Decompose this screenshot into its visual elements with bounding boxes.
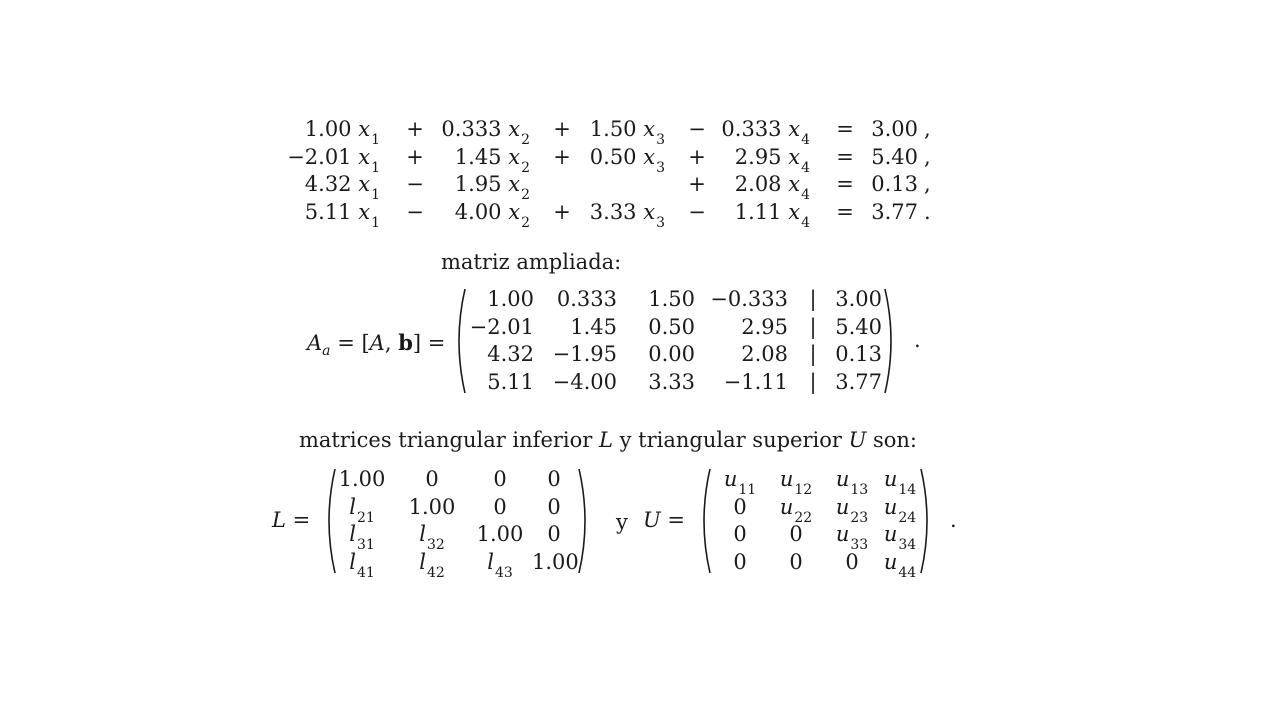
entry-letter: l [349, 495, 356, 519]
variable-letter: x [358, 117, 371, 141]
entry-subscript: 12 [794, 482, 813, 499]
variable-subscript: 3 [656, 132, 665, 149]
variable-subscript: 4 [801, 160, 810, 177]
operator: + [406, 145, 424, 169]
variable-letter: x [643, 145, 656, 169]
operator: + [553, 145, 571, 169]
entry-variable [883, 522, 917, 554]
variable-subscript: 1 [371, 132, 380, 149]
sentence-U: U [848, 428, 867, 452]
term-x4 [700, 200, 810, 232]
operator: − [406, 172, 424, 196]
entry-letter: u [883, 467, 898, 491]
entry-variable [487, 550, 513, 582]
U-entry [872, 550, 928, 582]
entry-subscript: 14 [898, 482, 917, 499]
augmented-lhs [307, 332, 445, 358]
term-x2 [420, 117, 530, 149]
variable-subscript: 1 [371, 215, 380, 232]
entry-subscript: 13 [850, 482, 869, 499]
coefficient: 1.00 [304, 117, 352, 141]
augment-separator: | [809, 315, 817, 339]
entry-letter: l [487, 550, 494, 574]
augmented-cell: 1.45 [570, 315, 617, 339]
coefficient: 2.08 [734, 172, 782, 196]
variable [643, 200, 665, 232]
entry-subscript: 31 [356, 537, 375, 554]
term-x4 [700, 145, 810, 177]
augmented-cell: −2.01 [469, 315, 534, 339]
entry-letter: l [349, 522, 356, 546]
entry-letter: u [883, 495, 898, 519]
augmented-cell: 1.00 [487, 287, 534, 311]
term-x1 [260, 172, 380, 204]
L-entry [330, 550, 394, 582]
augmented-cell: −4.00 [552, 370, 617, 394]
variable-letter: x [643, 117, 656, 141]
L-entry [402, 522, 462, 554]
entry-subscript: 22 [794, 510, 813, 527]
coefficient: 0.333 [721, 117, 782, 141]
L-entry: 0 [547, 495, 561, 519]
operator: − [688, 200, 706, 224]
augmented-cell: 3.77 [835, 370, 882, 394]
entry-variable [723, 467, 757, 499]
augmented-heading: matriz ampliada: [441, 250, 622, 274]
term-x3 [560, 145, 665, 177]
U-entry [712, 467, 768, 499]
variable-letter: x [788, 117, 801, 141]
equals-sign: = [836, 200, 854, 224]
U-entry [768, 467, 824, 499]
entry-letter: l [419, 522, 426, 546]
entry-letter: u [723, 467, 738, 491]
entry-subscript: 21 [356, 510, 375, 527]
coefficient: 1.45 [454, 145, 502, 169]
sentence-part2: y triangular superior [612, 428, 849, 452]
variable [358, 117, 380, 149]
variable [358, 200, 380, 232]
line-end-punct: . [924, 200, 931, 224]
entry-subscript: 11 [738, 482, 757, 499]
entry-variable [349, 495, 375, 527]
augmented-cell: 1.50 [648, 287, 695, 311]
operator: − [688, 117, 706, 141]
L-entry: 0 [493, 467, 507, 491]
entry-variable [779, 495, 813, 527]
L-entry: 0 [547, 522, 561, 546]
entry-letter: u [835, 467, 850, 491]
variable-subscript: 4 [801, 187, 810, 204]
entry-variable [883, 495, 917, 527]
entry-letter: u [779, 495, 794, 519]
variable [508, 145, 530, 177]
b-vector: b [398, 330, 413, 355]
variable-letter: x [358, 200, 371, 224]
sentence-part3: son: [866, 428, 917, 452]
augmented-cell: −0.333 [710, 287, 788, 311]
equals-sign: = [836, 117, 854, 141]
term-x4 [700, 172, 810, 204]
rhs-value: 5.40 [871, 145, 918, 169]
U-left-paren [697, 468, 711, 574]
augmented-right-paren [884, 288, 898, 394]
conjunction-y: y [616, 510, 628, 534]
coefficient: 0.333 [441, 117, 502, 141]
augmented-cell: 0.00 [648, 342, 695, 366]
U-entry: 0 [789, 522, 803, 546]
coefficient: 4.32 [304, 172, 352, 196]
U-label: U [643, 508, 661, 532]
entry-variable [835, 522, 869, 554]
U-entry [872, 495, 928, 527]
coefficient: 4.00 [454, 200, 502, 224]
variable-letter: x [788, 172, 801, 196]
L-entry: 1.00 [532, 550, 579, 574]
U-entry: 0 [733, 495, 747, 519]
coefficient: 2.95 [734, 145, 782, 169]
entry-subscript: 34 [898, 537, 917, 554]
variable [358, 145, 380, 177]
L-right-paren [578, 468, 592, 574]
variable-subscript: 4 [801, 132, 810, 149]
coefficient: −2.01 [287, 145, 352, 169]
variable-subscript: 2 [521, 215, 530, 232]
L-entry: 1.00 [338, 467, 386, 491]
coefficient: 3.33 [589, 200, 637, 224]
L-entry [330, 522, 394, 554]
variable-subscript: 3 [656, 160, 665, 177]
augmented-cell: 0.13 [835, 342, 882, 366]
augmented-cell: 0.50 [648, 315, 695, 339]
term-x2 [420, 172, 530, 204]
entry-variable [349, 550, 375, 582]
sentence-L: L [598, 428, 613, 452]
operator: + [688, 145, 706, 169]
entry-letter: u [883, 522, 898, 546]
variable [643, 117, 665, 149]
term-x4 [700, 117, 810, 149]
augmented-cell: 5.40 [835, 315, 882, 339]
coefficient: 1.50 [589, 117, 637, 141]
A-subscript: a [322, 343, 331, 360]
U-entry: 0 [789, 550, 803, 574]
term-x2 [420, 145, 530, 177]
variable-letter: x [643, 200, 656, 224]
line-end-punct: , [924, 145, 931, 169]
line-end-punct: , [924, 117, 931, 141]
variable [788, 117, 810, 149]
rhs-value: 0.13 [871, 172, 918, 196]
U-entry: 0 [733, 522, 747, 546]
sentence-part1: matrices triangular inferior [299, 428, 599, 452]
variable-subscript: 2 [521, 160, 530, 177]
entry-subscript: 33 [850, 537, 869, 554]
augmented-cell: −1.11 [723, 370, 788, 394]
U-entry [872, 522, 928, 554]
augmented-cell: 2.08 [741, 342, 788, 366]
operator: + [553, 117, 571, 141]
lu-end-period: . [950, 508, 957, 532]
L-entry: 1.00 [476, 522, 524, 546]
variable-letter: x [788, 200, 801, 224]
L-entry: 0 [425, 467, 439, 491]
variable-letter: x [508, 200, 521, 224]
U-entry [768, 495, 824, 527]
variable [788, 145, 810, 177]
entry-letter: l [349, 550, 356, 574]
L-entry: 0 [493, 495, 507, 519]
L-entry: 0 [547, 467, 561, 491]
entry-letter: u [779, 467, 794, 491]
coefficient: 0.50 [589, 145, 637, 169]
augmented-cell: 4.32 [487, 342, 534, 366]
variable [358, 172, 380, 204]
variable-letter: x [508, 117, 521, 141]
augment-separator: | [809, 370, 817, 394]
variable-subscript: 3 [656, 215, 665, 232]
variable-letter: x [358, 145, 371, 169]
operator: + [688, 172, 706, 196]
operator: + [406, 117, 424, 141]
entry-subscript: 24 [898, 510, 917, 527]
coefficient: 1.95 [454, 172, 502, 196]
variable [508, 117, 530, 149]
U-entry: 0 [733, 550, 747, 574]
equals-sign: = [836, 172, 854, 196]
rhs-value: 3.00 [871, 117, 918, 141]
augmented-end-period: . [914, 328, 921, 352]
augmented-cell: 5.11 [487, 370, 534, 394]
U-entry [872, 467, 928, 499]
term-x1 [260, 200, 380, 232]
entry-variable [835, 495, 869, 527]
L-equals: = [292, 508, 311, 532]
entry-variable [779, 467, 813, 499]
entry-subscript: 41 [356, 565, 375, 582]
entry-variable [419, 550, 445, 582]
entry-letter: u [835, 522, 850, 546]
term-x3 [560, 200, 665, 232]
equals-sign: = [836, 145, 854, 169]
variable-letter: x [358, 172, 371, 196]
augment-separator: | [809, 342, 817, 366]
rhs-value: 3.77 [871, 200, 918, 224]
U-entry: 0 [845, 550, 859, 574]
entry-subscript: 44 [898, 565, 917, 582]
entry-variable [835, 467, 869, 499]
lhs-open: = [ [330, 331, 370, 355]
L-entry [402, 550, 462, 582]
entry-variable [883, 550, 917, 582]
entry-letter: u [883, 550, 898, 574]
entry-subscript: 32 [426, 537, 445, 554]
entry-subscript: 43 [494, 565, 513, 582]
variable-letter: x [788, 145, 801, 169]
lhs-close: ] = [412, 331, 446, 355]
A-symbol-2: A [369, 331, 385, 355]
line-end-punct: , [924, 172, 931, 196]
coefficient: 1.11 [734, 200, 782, 224]
variable [788, 200, 810, 232]
entry-subscript: 42 [426, 565, 445, 582]
L-entry: 1.00 [408, 495, 456, 519]
variable-letter: x [508, 172, 521, 196]
entry-letter: l [419, 550, 426, 574]
augmented-cell: 3.00 [835, 287, 882, 311]
operator: + [553, 200, 571, 224]
term-x1 [260, 117, 380, 149]
variable [788, 172, 810, 204]
augment-separator: | [809, 287, 817, 311]
lhs-comma: , [384, 331, 399, 355]
lu-sentence [299, 430, 917, 451]
augmented-cell: 3.33 [648, 370, 695, 394]
term-x1 [260, 145, 380, 177]
entry-letter: u [835, 495, 850, 519]
L-entry [330, 495, 394, 527]
L-label: L [272, 508, 286, 532]
L-entry [462, 550, 538, 582]
variable-letter: x [508, 145, 521, 169]
variable-subscript: 1 [371, 187, 380, 204]
term-x2 [420, 200, 530, 232]
coefficient: 5.11 [304, 200, 352, 224]
entry-subscript: 23 [850, 510, 869, 527]
variable [643, 145, 665, 177]
variable-subscript: 1 [371, 160, 380, 177]
variable [508, 200, 530, 232]
variable [508, 172, 530, 204]
U-equals: = [667, 508, 685, 532]
augmented-cell: 2.95 [741, 315, 788, 339]
entry-variable [349, 522, 375, 554]
variable-subscript: 2 [521, 187, 530, 204]
variable-subscript: 2 [521, 132, 530, 149]
operator: − [406, 200, 424, 224]
A-symbol: A [307, 331, 323, 355]
entry-variable [883, 467, 917, 499]
entry-variable [419, 522, 445, 554]
augmented-cell: −1.95 [552, 342, 617, 366]
variable-subscript: 4 [801, 215, 810, 232]
augmented-cell: 0.333 [556, 287, 617, 311]
term-x3 [560, 117, 665, 149]
L-lhs [272, 510, 310, 531]
U-lhs [643, 510, 685, 531]
